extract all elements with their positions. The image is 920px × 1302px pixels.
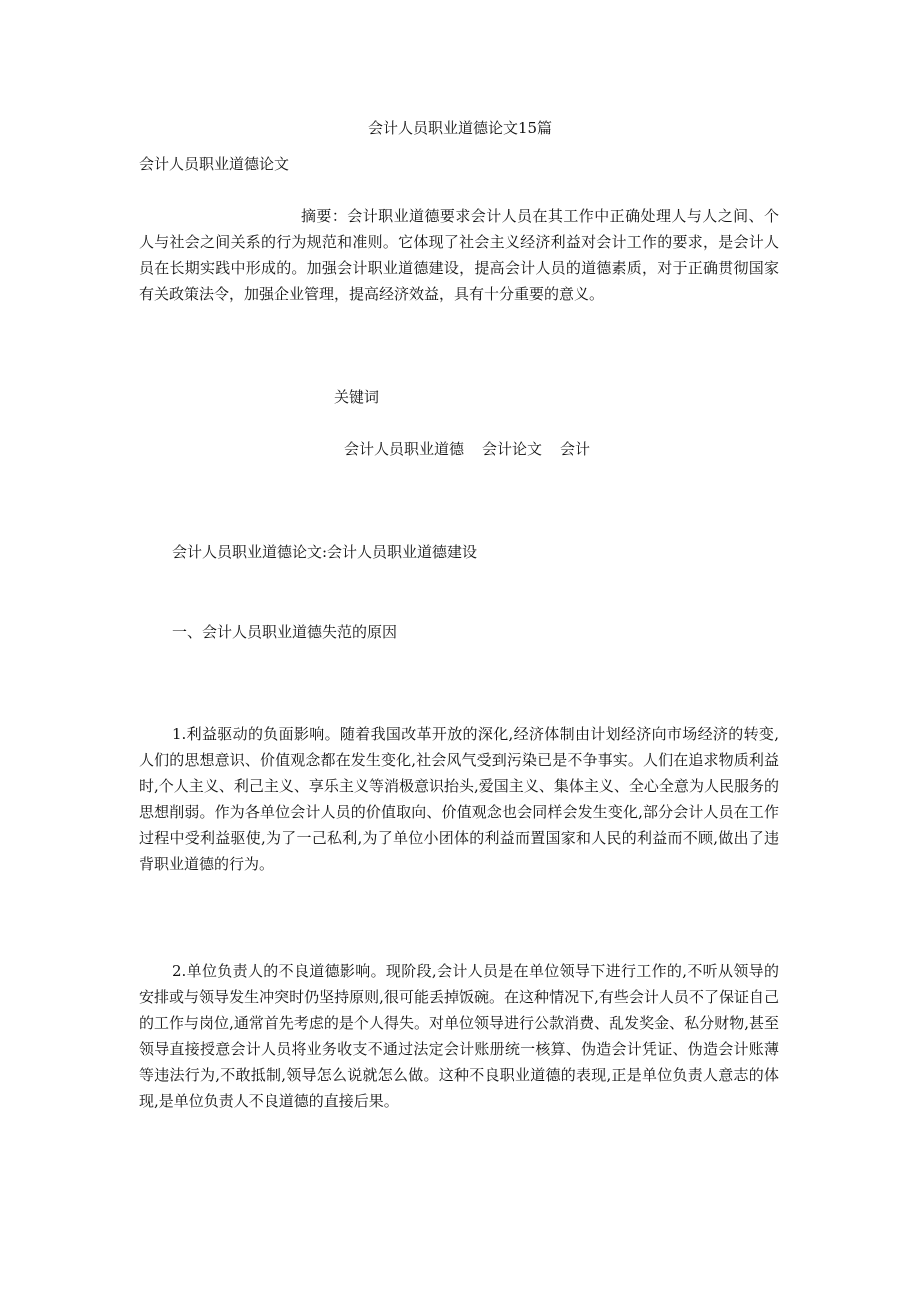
keywords-row (0, 436, 920, 462)
keyword-item: 会计 (560, 440, 591, 458)
keyword-item: 会计人员职业道德 (343, 440, 464, 458)
body-paragraph-2: 2.单位负责人的不良道德影响。现阶段,会计人员是在单位领导下进行工作的,不听从领导的安排或与领导发生冲突时仍坚持原则,很可能丢掉饭碗。在这种情况下,有些会计人员不了保证自己的工作与岗位,通常首先考虑的是个人得失。对单位领导进行公款消费、乱发奖金、私分财物,甚至领导直接授意会计人员将业务收支不通过法定会计账册统一核算、伪造会计凭证、伪造会计账薄等违法行为,不敢抵制,领导怎么说就怎么做。这种不良职业道德的表现,正是单位负责人意志的体现,是单位负责人不良道德的直接后果。 (139, 962, 779, 1110)
body-paragraph-1: 1.利益驱动的负面影响。随着我国改革开放的深化,经济体制由计划经济向市场经济的转变,人们的思想意识、价值观念都在发生变化,社会风气受到污染已是不争事实。人们在追求物质利益时,个人主义、利己主义、享乐主义等消极意识抬头,爱国主义、集体主义、全心全意为人民服务的思想削弱。作为各单位会计人员的价值取向、价值观念也会同样会发生变化,部分会计人员在工作过程中受利益驱使,为了一己私利,为了单位小团体的利益而置国家和人民的利益而不顾,做出了违背职业道德的行为。 (139, 725, 779, 873)
keywords-label: 关键词 (334, 388, 380, 406)
keyword-item: 会计论文 (481, 440, 542, 458)
abstract-paragraph: 摘要：会计职业道德要求会计人员在其工作中正确处理人与人之间、个人与社会之间关系的行为规范和准则。它体现了社会主义经济利益对会计工作的要求，是会计人员在长期实践中形成的。加强会计职业道德建设，提高会计人员的道德素质，对于正确贯彻国家有关政策法令，加强企业管理，提高经济效益，具有十分重要的意义。 (139, 207, 779, 303)
section-heading-one: 一、会计人员职业道德失范的原因 (172, 623, 398, 641)
document-title: 会计人员职业道德论文15篇 (367, 119, 553, 137)
document-subtitle: 会计人员职业道德论文 (139, 155, 290, 173)
section-title: 会计人员职业道德论文:会计人员职业道德建设 (172, 543, 478, 561)
